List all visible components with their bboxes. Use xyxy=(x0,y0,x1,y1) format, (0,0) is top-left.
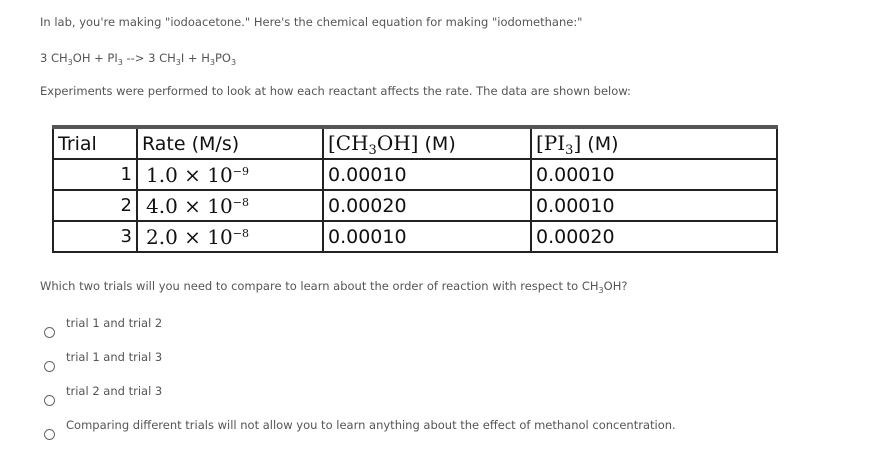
eq-reactant1-tail: OH + PI xyxy=(72,51,118,65)
rate-data-table xyxy=(52,125,778,253)
rate-mantissa: 4.0 × 10 xyxy=(146,193,233,218)
header-pi3-sub: 3 xyxy=(565,143,574,158)
header-rate: Rate (M/s) xyxy=(137,127,323,159)
header-ch3oh-a: [CH xyxy=(328,131,369,155)
eq-sub: 3 xyxy=(230,58,237,67)
cell-trial: 3 xyxy=(53,221,137,252)
eq-coef1: 3 xyxy=(40,51,51,65)
option-label[interactable]: trial 1 and trial 3 xyxy=(66,350,163,364)
rate-exponent: −8 xyxy=(232,195,249,209)
radio-button[interactable] xyxy=(44,327,55,338)
eq-arrow: --> xyxy=(122,51,149,65)
header-pi3 xyxy=(531,127,777,159)
cell-ch3oh: 0.00010 xyxy=(323,221,531,252)
table-row xyxy=(53,221,777,252)
eq-product1-tail: I + H xyxy=(180,51,210,65)
chemical-equation xyxy=(40,51,236,65)
answer-option-2[interactable] xyxy=(40,350,740,378)
header-trial: Trial xyxy=(53,127,137,159)
question-tail: OH? xyxy=(603,279,628,293)
header-ch3oh-unit: (M) xyxy=(418,133,456,155)
radio-button[interactable] xyxy=(44,395,55,406)
header-pi3-a: [PI xyxy=(536,131,566,155)
cell-trial: 2 xyxy=(53,190,137,221)
eq-product1: CH xyxy=(159,51,176,65)
table-row xyxy=(53,159,777,190)
cell-pi3: 0.00020 xyxy=(531,221,777,252)
rate-exponent: −9 xyxy=(232,164,249,178)
cell-trial: 1 xyxy=(53,159,137,190)
rate-mantissa: 2.0 × 10 xyxy=(146,224,233,249)
cell-rate xyxy=(137,190,323,221)
eq-sub: 3 xyxy=(175,58,181,67)
header-pi3-unit: (M) xyxy=(581,133,619,155)
rate-exponent: −8 xyxy=(232,226,249,240)
data-table xyxy=(52,125,776,253)
radio-button[interactable] xyxy=(44,361,55,372)
header-ch3oh-b: OH] xyxy=(376,131,419,155)
cell-rate xyxy=(137,159,323,190)
cell-ch3oh: 0.00020 xyxy=(323,190,531,221)
answer-option-1[interactable] xyxy=(40,316,740,344)
experiments-text: Experiments were performed to look at how each reactant affects the rate. The data are shown below: xyxy=(40,84,631,98)
header-ch3oh-sub: 3 xyxy=(368,143,377,158)
question-sub: 3 xyxy=(598,286,604,295)
eq-reactant1: CH xyxy=(50,51,68,65)
eq-sub: 3 xyxy=(209,58,215,67)
option-label[interactable]: trial 2 and trial 3 xyxy=(66,384,163,398)
answer-option-3[interactable] xyxy=(40,384,740,412)
answer-option-4[interactable] xyxy=(40,418,740,446)
header-ch3oh xyxy=(323,127,531,159)
eq-sub: 3 xyxy=(117,58,123,67)
question-main: Which two trials will you need to compare to learn about the order of reaction with respect to CH xyxy=(40,279,599,293)
rate-mantissa: 1.0 × 10 xyxy=(146,162,233,187)
cell-ch3oh: 0.00010 xyxy=(323,159,531,190)
eq-sub: 3 xyxy=(67,58,73,67)
intro-text: In lab, you're making "iodoacetone." Here's the chemical equation for making "iodomethane:" xyxy=(40,15,583,29)
eq-product2: PO xyxy=(214,51,231,65)
cell-pi3: 0.00010 xyxy=(531,190,777,221)
cell-pi3: 0.00010 xyxy=(531,159,777,190)
table-header-row xyxy=(53,127,777,159)
option-label[interactable]: trial 1 and trial 2 xyxy=(66,316,163,330)
question-text xyxy=(40,279,627,293)
header-pi3-b: ] xyxy=(573,131,582,155)
table-row xyxy=(53,190,777,221)
cell-rate xyxy=(137,221,323,252)
option-label[interactable]: Comparing different trials will not allow you to learn anything about the effect of methanol concentration. xyxy=(66,418,676,432)
eq-coef2: 3 xyxy=(148,51,160,65)
radio-button[interactable] xyxy=(44,429,55,440)
